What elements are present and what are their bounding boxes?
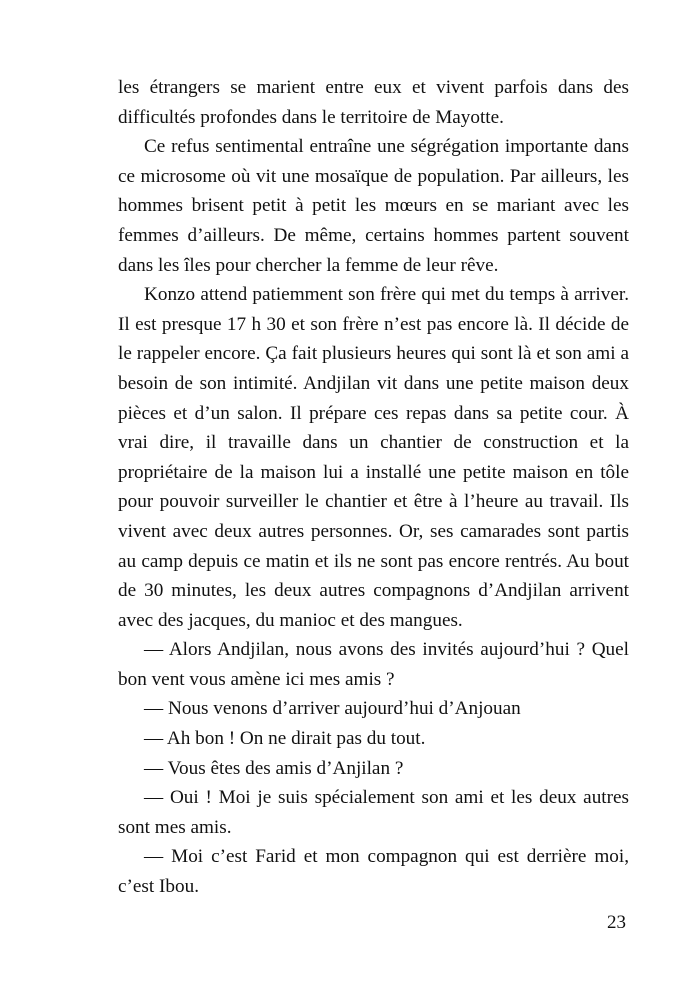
dialogue-line: — Moi c’est Farid et mon compagnon qui est derrière moi, c’est Ibou. — [118, 846, 629, 898]
page-number: 23 — [607, 912, 626, 933]
dialogue-line: — Nous venons d’arriver aujourd’hui d’Anjouan — [144, 698, 521, 720]
dialogue-line: — Alors Andjilan, nous avons des invités aujourd’hui ? Quel bon vent vous amène ici mes amis ? — [118, 639, 629, 690]
dialogue-line: — Oui ! Moi je suis spécialement son ami et les deux autres sont mes amis. — [118, 787, 629, 838]
paragraph: Ce refus sentimental entraîne une ségrégation importante dans ce microsome où vit une mosaïque de population. Par ailleurs, les hommes brisent petit à petit les mœurs en se mariant avec les femmes d’ailleurs. De même, certains hommes partent souvent dans les îles pour chercher la femme de leur rêve. — [118, 136, 629, 276]
paragraph-continued: les étrangers se marient entre eux et vivent parfois dans des difficultés profondes dans le territoire de Mayotte. — [118, 77, 629, 128]
dialogue-line: — Ah bon ! On ne dirait pas du tout. — [144, 728, 426, 750]
page-body — [118, 73, 629, 902]
paragraph: Konzo attend patiemment son frère qui met du temps à arriver. Il est presque 17 h 30 et son frère n’est pas encore là. Il décide de le rappeler encore. Ça fait plusieurs heures qui sont là et son ami a besoin de son intimité. Andjilan vit dans une petite maison deux pièces et d’un salon. Il prépare ces repas dans sa petite cour. À vrai dire, il travaille dans un chantier de construction et la propriétaire de la maison lui a installé une petite maison en tôle pour pouvoir surveiller le chantier et être à l’heure au travail. Ils vivent avec deux autres personnes. Or, ses camarades sont partis au camp depuis ce matin et ils ne sont pas encore rentrés. Au bout de 30 minutes, les deux autres compagnons d’Andjilan arrivent avec des jacques, du manioc et des mangues. — [118, 284, 629, 631]
dialogue-line: — Vous êtes des amis d’Anjilan ? — [144, 757, 404, 779]
